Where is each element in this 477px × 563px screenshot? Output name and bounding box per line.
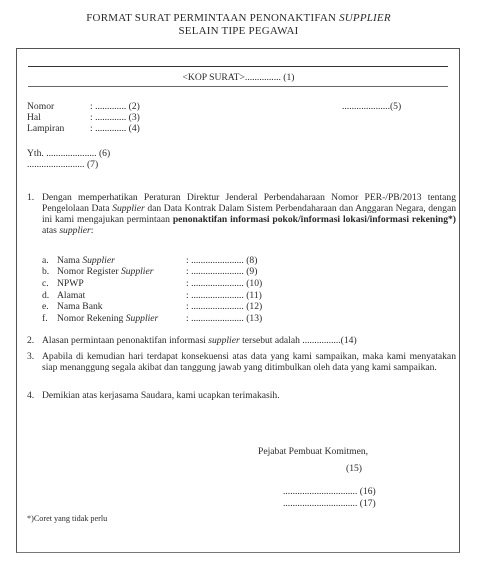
- item1-text-c-italic: supplier: [59, 225, 91, 236]
- item2-text-a: Alasan permintaan penonaktifan informasi: [42, 335, 209, 346]
- field-c-letter: c.: [42, 278, 49, 289]
- field-a-label: [57, 255, 115, 266]
- recipient-line2: ........................ (7): [27, 159, 99, 170]
- field-e-letter: e.: [42, 301, 49, 312]
- recipient-yth: Yth. ..................... (6): [27, 148, 111, 159]
- field-a-value: : ...................... (8): [186, 255, 258, 266]
- field-c-value: : ...................... (10): [186, 278, 263, 289]
- field-b-label: [57, 266, 153, 277]
- item3-number: 3.: [27, 351, 35, 362]
- item1-text-b: dan Data Kontrak Dalam Sistem Perbendaharaan dan Anggaran Negara, dengan ini kami mengajukan permintaan: [42, 203, 457, 225]
- hal-label: Hal: [27, 112, 41, 123]
- document-title: [0, 12, 477, 24]
- field-e-label: Nama Bank: [57, 301, 103, 312]
- field-b-label-text: Nomor Register: [57, 266, 121, 277]
- item4-text: Demikian atas kerjasama Saudara, kami ucapkan terimakasih.: [42, 390, 280, 401]
- nomor-label: Nomor: [27, 101, 55, 112]
- item3-paragraph: Apabila di kemudian hari terdapat konsekuensi atas data yang kami sampaikan, maka kami menyatakan siap menanggung segala akibat dan tanggung jawab yang ditimbulkan oleh data yang kami sampaikan.: [42, 351, 456, 373]
- signature-title: Pejabat Pembuat Komitmen,: [258, 446, 369, 457]
- field-a-letter: a.: [42, 255, 49, 266]
- item1-number: 1.: [27, 192, 35, 203]
- item1-paragraph: [42, 192, 456, 236]
- item2-text: [42, 335, 357, 346]
- document-subtitle: SELAIN TIPE PEGAWAI: [178, 25, 299, 37]
- field-d-letter: d.: [42, 290, 50, 301]
- date-value: ....................(5): [342, 101, 402, 112]
- footnote: *)Coret yang tidak perlu: [27, 514, 108, 523]
- kop-top-rule: [28, 66, 448, 67]
- kop-surat: <KOP SURAT>............... (1): [182, 72, 295, 83]
- signature-name: ............................... (16): [283, 486, 376, 497]
- title-line1: FORMAT SURAT PERMINTAAN PENONAKTIFAN: [86, 12, 340, 24]
- item1-text-d: :: [90, 225, 94, 236]
- item1-text-a: Dengan memperhatikan Peraturan Direktur Jenderal Perbendaharaan Nomor PER-/PB/2013 tentang Pengelolaan Data: [42, 192, 456, 214]
- nomor-value: : ............. (2): [90, 101, 140, 112]
- title-line1-italic: SUPPLIER: [339, 12, 391, 24]
- field-f-value: : ...................... (13): [186, 313, 263, 324]
- field-f-letter: f.: [42, 313, 48, 324]
- field-a-label-italic: Supplier: [82, 255, 115, 266]
- item4-number: 4.: [27, 390, 35, 401]
- field-f-label-italic: Supplier: [125, 313, 159, 324]
- lampiran-value: : ............. (4): [90, 123, 140, 134]
- item2-text-b: tersebut adalah ................(14): [239, 335, 357, 346]
- field-a-label-text: Nama: [57, 255, 83, 266]
- field-b-label-italic: Supplier: [120, 266, 154, 277]
- item2-text-italic: supplier: [208, 335, 240, 346]
- item1-text-bold: penonaktifan informasi pokok/informasi lokasi/informasi rekening*): [172, 214, 456, 225]
- hal-value: : ............. (3): [90, 112, 140, 123]
- field-b-value: : ...................... (9): [186, 266, 258, 277]
- kop-bottom-rule: [28, 86, 448, 87]
- item1-text-a-italic: Supplier: [112, 203, 145, 214]
- field-b-letter: b.: [42, 266, 50, 277]
- field-c-label: NPWP: [57, 278, 84, 289]
- signature-number: (15): [346, 463, 362, 474]
- field-e-value: : ...................... (12): [186, 301, 263, 312]
- field-f-label: [57, 313, 158, 324]
- field-d-label: Alamat: [57, 290, 86, 301]
- item1-text-c: atas: [42, 225, 60, 236]
- signature-nip: ............................... (17): [283, 498, 376, 509]
- lampiran-label: Lampiran: [27, 123, 65, 134]
- field-f-label-text: Nomor Rekening: [57, 313, 126, 324]
- item2-number: 2.: [27, 335, 35, 346]
- field-d-value: : ...................... (11): [186, 290, 262, 301]
